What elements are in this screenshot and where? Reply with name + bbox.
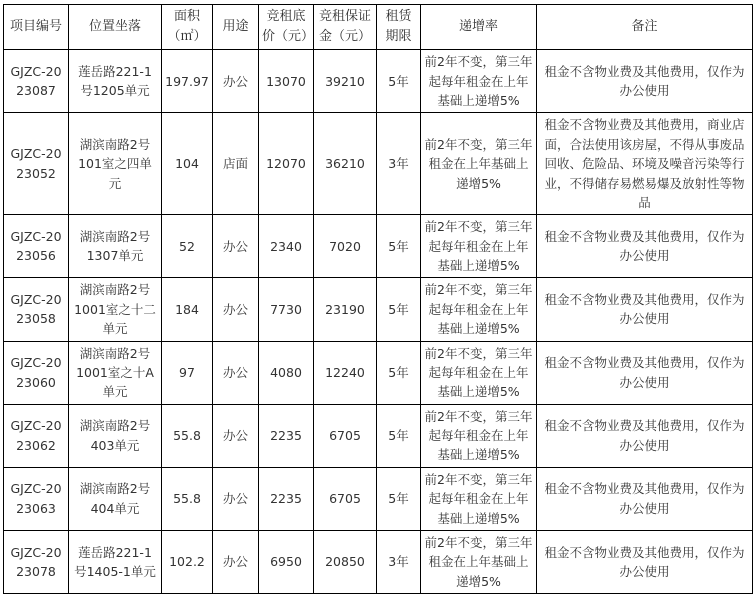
cell-remarks: 租金不含物业费及其他费用，商业店面，合法使用该房屋，不得从事废品回收、危险品、环境及噪音污染等行业，不得储存易燃易爆及放射性等物品 bbox=[537, 113, 753, 215]
table-body bbox=[4, 50, 753, 594]
cell-escalation: 前2年不变，第三年起每年租金在上年基础上递增5% bbox=[421, 278, 537, 341]
cell-area: 197.97 bbox=[162, 50, 213, 113]
cell-lease-term: 5年 bbox=[377, 467, 421, 530]
cell-remarks: 租金不含物业费及其他费用，仅作为办公使用 bbox=[537, 50, 753, 113]
header-project-id: 项目编号 bbox=[4, 5, 69, 50]
header-lease-term: 租赁期限 bbox=[377, 5, 421, 50]
table-row bbox=[4, 404, 753, 467]
cell-location: 湖滨南路2号1307单元 bbox=[69, 215, 162, 278]
cell-remarks: 租金不含物业费及其他费用，仅作为办公使用 bbox=[537, 278, 753, 341]
cell-escalation: 前2年不变，第三年租金在上年基础上递增5% bbox=[421, 530, 537, 593]
cell-usage: 办公 bbox=[213, 530, 259, 593]
cell-escalation: 前2年不变，第三年起每年租金在上年基础上递增5% bbox=[421, 467, 537, 530]
cell-project-id: GJZC-2023058 bbox=[4, 278, 69, 341]
cell-area: 184 bbox=[162, 278, 213, 341]
cell-lease-term: 5年 bbox=[377, 50, 421, 113]
cell-location: 湖滨南路2号1001室之十A单元 bbox=[69, 341, 162, 404]
table-row bbox=[4, 530, 753, 593]
header-remarks: 备注 bbox=[537, 5, 753, 50]
cell-remarks: 租金不含物业费及其他费用，仅作为办公使用 bbox=[537, 215, 753, 278]
header-usage: 用途 bbox=[213, 5, 259, 50]
cell-usage: 办公 bbox=[213, 404, 259, 467]
cell-escalation: 前2年不变，第三年租金在上年基础上递增5% bbox=[421, 113, 537, 215]
header-base-rent: 竞租底价（元） bbox=[259, 5, 314, 50]
cell-area: 97 bbox=[162, 341, 213, 404]
cell-base-rent: 4080 bbox=[259, 341, 314, 404]
table-row bbox=[4, 278, 753, 341]
cell-deposit: 6705 bbox=[314, 467, 377, 530]
cell-project-id: GJZC-2023060 bbox=[4, 341, 69, 404]
cell-base-rent: 13070 bbox=[259, 50, 314, 113]
cell-deposit: 39210 bbox=[314, 50, 377, 113]
table-row bbox=[4, 50, 753, 113]
cell-lease-term: 5年 bbox=[377, 404, 421, 467]
header-deposit: 竞租保证金（元） bbox=[314, 5, 377, 50]
cell-base-rent: 2235 bbox=[259, 467, 314, 530]
cell-lease-term: 3年 bbox=[377, 113, 421, 215]
rental-listing-table bbox=[3, 4, 753, 594]
table-row bbox=[4, 467, 753, 530]
cell-project-id: GJZC-2023052 bbox=[4, 113, 69, 215]
cell-area: 55.8 bbox=[162, 467, 213, 530]
table-row bbox=[4, 113, 753, 215]
cell-deposit: 12240 bbox=[314, 341, 377, 404]
cell-escalation: 前2年不变，第三年起每年租金在上年基础上递增5% bbox=[421, 50, 537, 113]
cell-lease-term: 5年 bbox=[377, 215, 421, 278]
cell-deposit: 36210 bbox=[314, 113, 377, 215]
cell-project-id: GJZC-2023087 bbox=[4, 50, 69, 113]
cell-base-rent: 7730 bbox=[259, 278, 314, 341]
cell-usage: 办公 bbox=[213, 278, 259, 341]
header-escalation: 递增率 bbox=[421, 5, 537, 50]
cell-location: 莲岳路221-1号1205单元 bbox=[69, 50, 162, 113]
cell-deposit: 23190 bbox=[314, 278, 377, 341]
cell-usage: 办公 bbox=[213, 341, 259, 404]
cell-area: 104 bbox=[162, 113, 213, 215]
cell-lease-term: 5年 bbox=[377, 278, 421, 341]
cell-remarks: 租金不含物业费及其他费用，仅作为办公使用 bbox=[537, 530, 753, 593]
header-row bbox=[4, 5, 753, 50]
cell-usage: 店面 bbox=[213, 113, 259, 215]
cell-base-rent: 2340 bbox=[259, 215, 314, 278]
header-location: 位置坐落 bbox=[69, 5, 162, 50]
cell-location: 湖滨南路2号1001室之十二单元 bbox=[69, 278, 162, 341]
cell-project-id: GJZC-2023062 bbox=[4, 404, 69, 467]
cell-remarks: 租金不含物业费及其他费用，仅作为办公使用 bbox=[537, 467, 753, 530]
cell-base-rent: 12070 bbox=[259, 113, 314, 215]
cell-location: 莲岳路221-1号1405-1单元 bbox=[69, 530, 162, 593]
cell-remarks: 租金不含物业费及其他费用，仅作为办公使用 bbox=[537, 404, 753, 467]
header-area: 面积（㎡） bbox=[162, 5, 213, 50]
cell-area: 55.8 bbox=[162, 404, 213, 467]
cell-location: 湖滨南路2号101室之四单元 bbox=[69, 113, 162, 215]
cell-remarks: 租金不含物业费及其他费用，仅作为办公使用 bbox=[537, 341, 753, 404]
cell-area: 52 bbox=[162, 215, 213, 278]
cell-escalation: 前2年不变，第三年起每年租金在上年基础上递增5% bbox=[421, 215, 537, 278]
cell-base-rent: 2235 bbox=[259, 404, 314, 467]
cell-deposit: 20850 bbox=[314, 530, 377, 593]
cell-lease-term: 5年 bbox=[377, 341, 421, 404]
cell-usage: 办公 bbox=[213, 50, 259, 113]
cell-base-rent: 6950 bbox=[259, 530, 314, 593]
cell-project-id: GJZC-2023063 bbox=[4, 467, 69, 530]
table-row bbox=[4, 215, 753, 278]
cell-deposit: 6705 bbox=[314, 404, 377, 467]
cell-location: 湖滨南路2号404单元 bbox=[69, 467, 162, 530]
cell-location: 湖滨南路2号403单元 bbox=[69, 404, 162, 467]
cell-area: 102.2 bbox=[162, 530, 213, 593]
cell-deposit: 7020 bbox=[314, 215, 377, 278]
table-row bbox=[4, 341, 753, 404]
cell-project-id: GJZC-2023056 bbox=[4, 215, 69, 278]
cell-usage: 办公 bbox=[213, 467, 259, 530]
cell-project-id: GJZC-2023078 bbox=[4, 530, 69, 593]
cell-escalation: 前2年不变，第三年起每年租金在上年基础上递增5% bbox=[421, 341, 537, 404]
cell-lease-term: 3年 bbox=[377, 530, 421, 593]
cell-escalation: 前2年不变，第三年起每年租金在上年基础上递增5% bbox=[421, 404, 537, 467]
cell-usage: 办公 bbox=[213, 215, 259, 278]
